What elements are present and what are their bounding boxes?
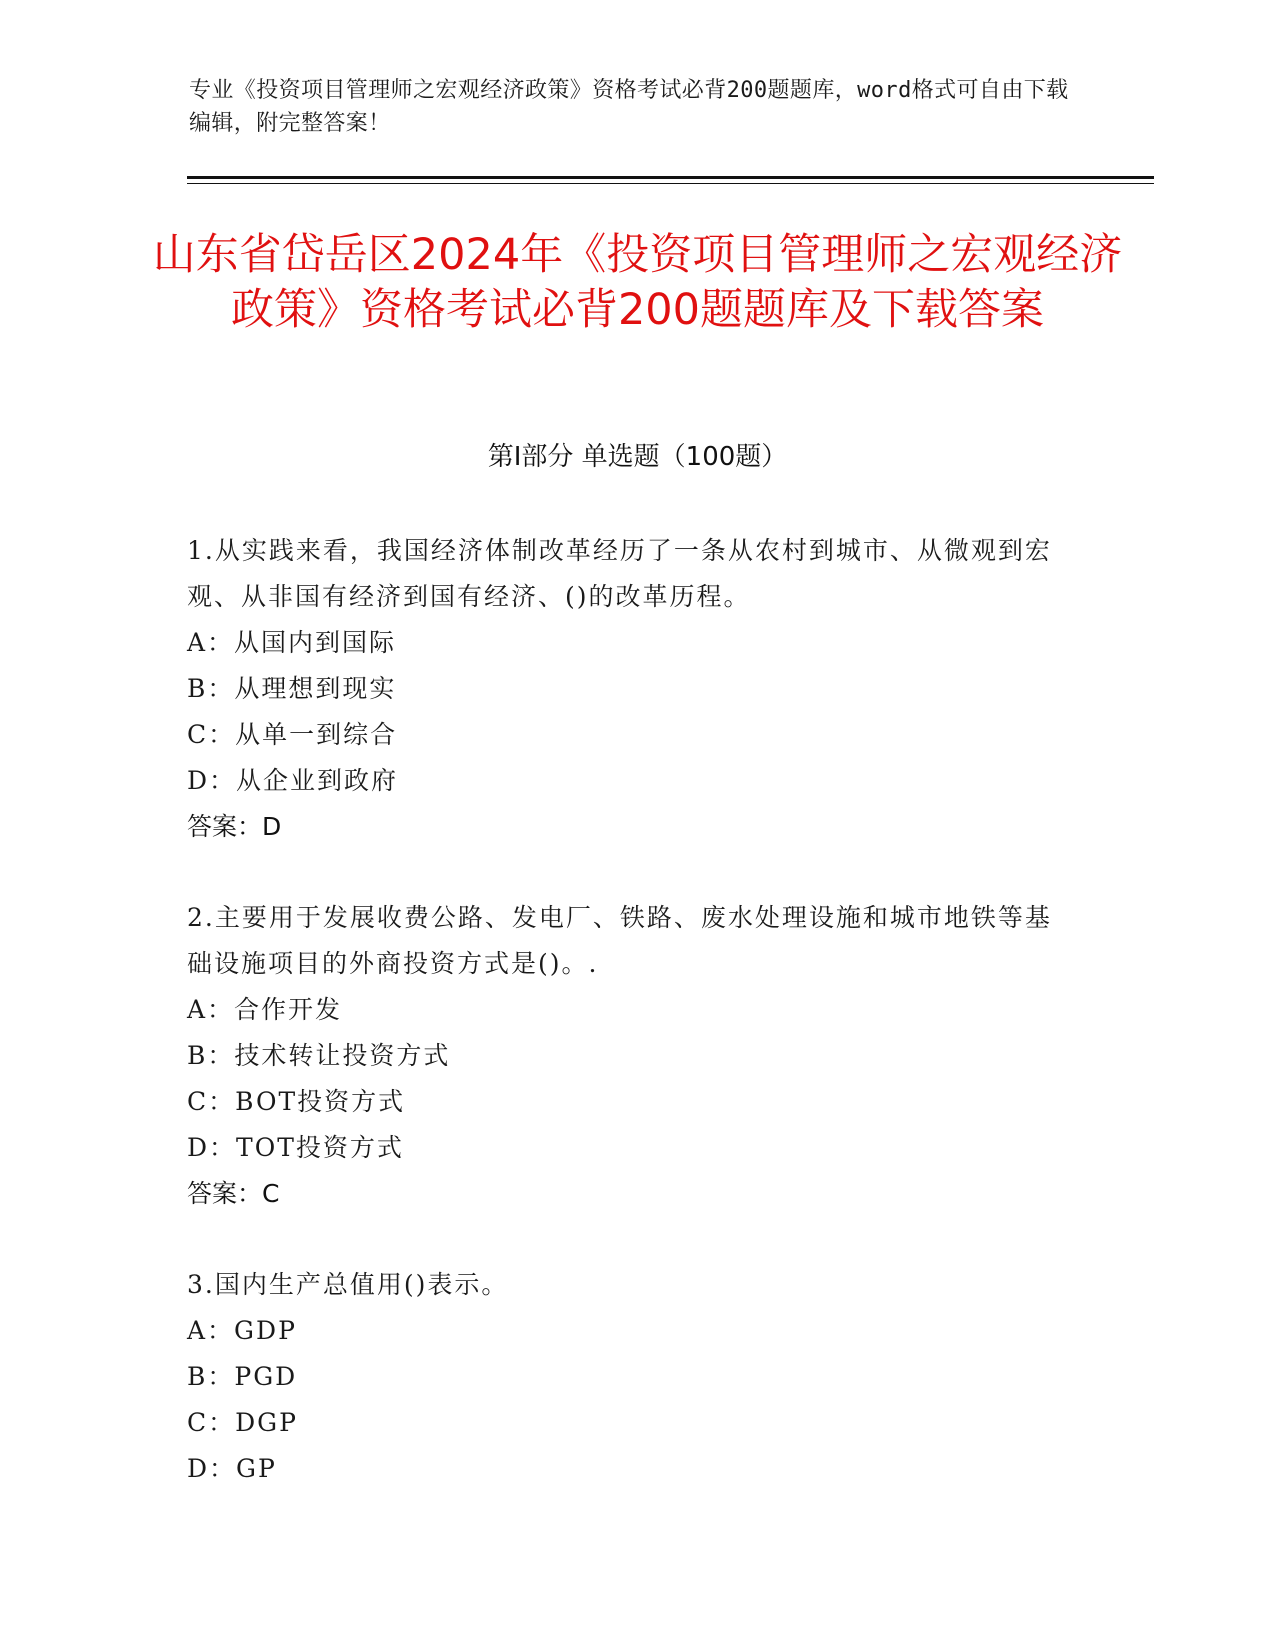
header-note: 专业《投资项目管理师之宏观经济政策》资格考试必背200题题库，word格式可自由下载编辑，附完整答案！: [189, 78, 1069, 136]
question-3: [187, 1262, 1067, 1492]
section-heading: 第I部分 单选题（100题）: [487, 442, 788, 472]
option-d: D：从企业到政府: [187, 766, 399, 795]
answer-line: 答案：C: [187, 1179, 280, 1208]
header-divider-thin: [187, 183, 1154, 184]
option-c: C：BOT投资方式: [187, 1087, 406, 1116]
question-1: [187, 528, 1067, 850]
option-c: C：DGP: [187, 1408, 298, 1437]
document-title: 山东省岱岳区2024年《投资项目管理师之宏观经济政策》资格考试必背200题题库及下载答案: [152, 230, 1123, 335]
option-b: B：技术转让投资方式: [187, 1041, 451, 1070]
option-d: D：GP: [187, 1454, 277, 1483]
answer-line: 答案：D: [187, 812, 282, 841]
option-c: C：从单一到综合: [187, 720, 398, 749]
question-text: 1.从实践来看，我国经济体制改革经历了一条从农村到城市、从微观到宏观、从非国有经济到国有经济、()的改革历程。: [187, 536, 1052, 611]
option-b: B：PGD: [187, 1362, 298, 1391]
option-a: A：GDP: [187, 1316, 297, 1345]
option-a: A：合作开发: [187, 995, 343, 1024]
question-text: 3.国内生产总值用()表示。: [187, 1270, 509, 1299]
question-list: [187, 528, 1067, 1537]
option-d: D：TOT投资方式: [187, 1133, 404, 1162]
option-b: B：从理想到现实: [187, 674, 397, 703]
header-divider-thick: [187, 176, 1154, 179]
question-2: [187, 895, 1067, 1217]
option-a: A：从国内到国际: [187, 628, 397, 657]
question-text: 2.主要用于发展收费公路、发电厂、铁路、废水处理设施和城市地铁等基础设施项目的外商投资方式是()。.: [187, 903, 1052, 978]
